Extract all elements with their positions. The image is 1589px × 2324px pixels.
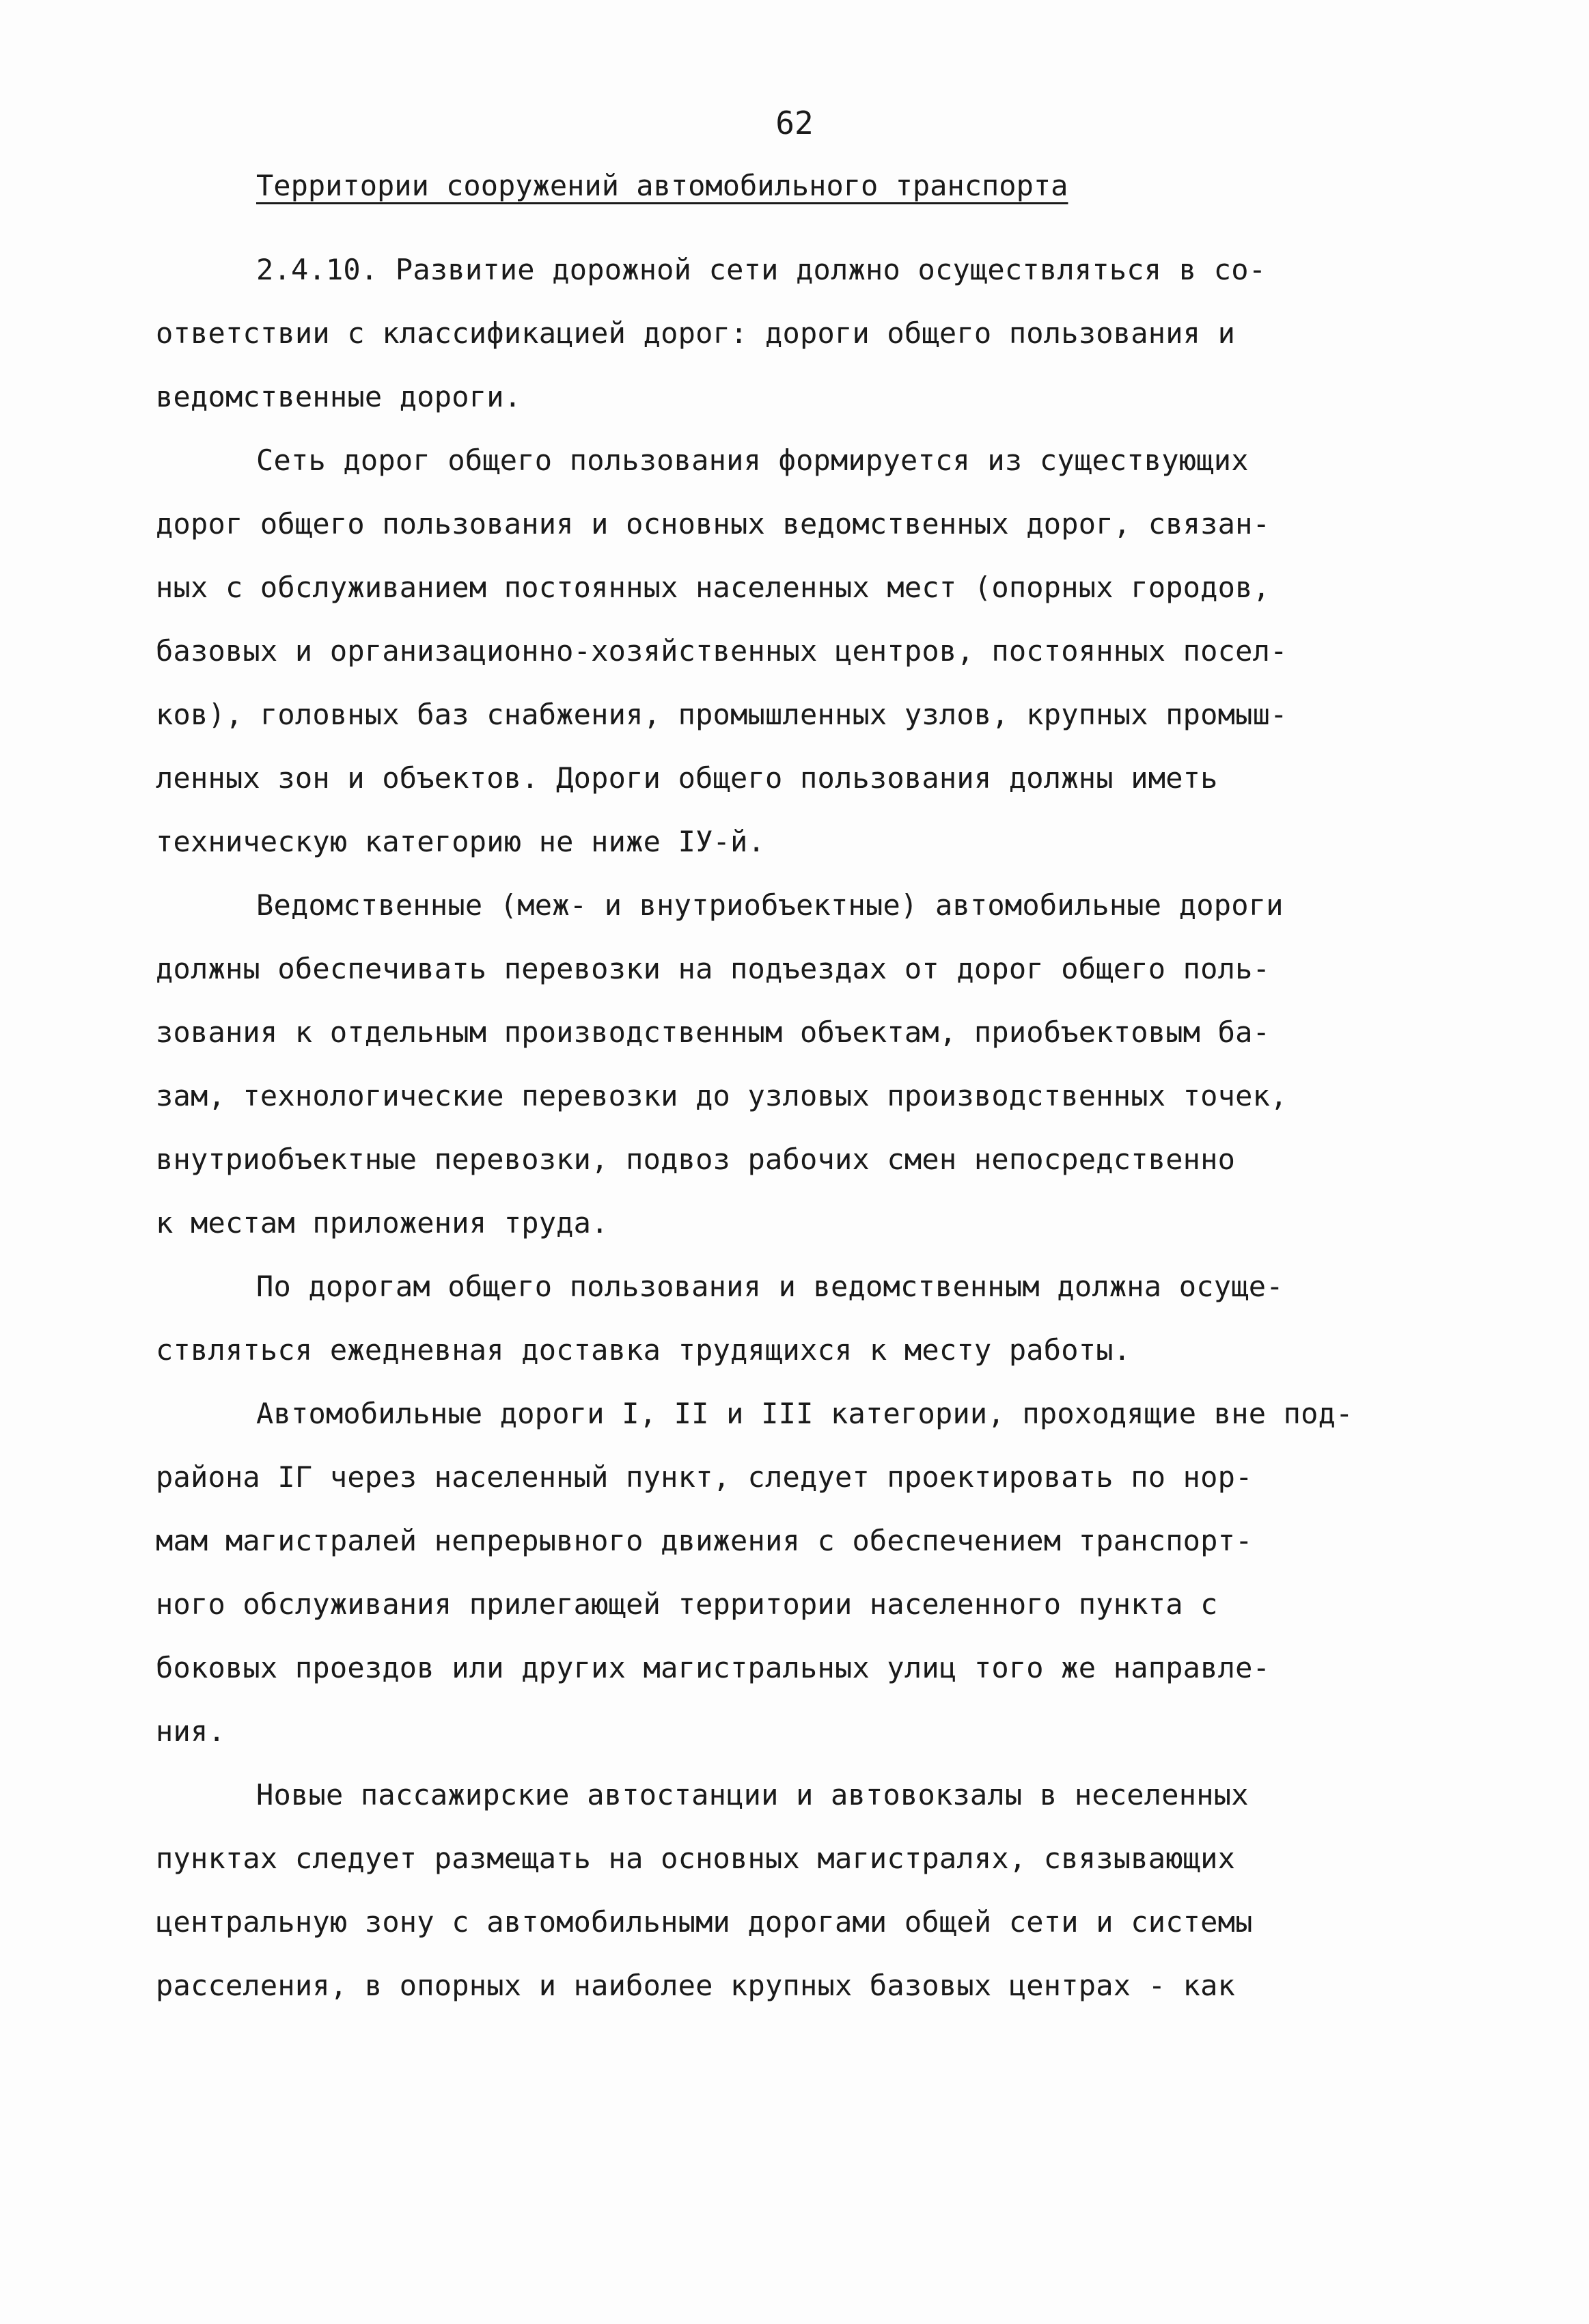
text-line: Сеть дорог общего пользования формируется из существующих bbox=[256, 443, 1249, 477]
page-number: 62 bbox=[775, 105, 814, 141]
text-line: ленных зон и объектов. Дороги общего пользования должны иметь bbox=[156, 761, 1218, 795]
text-line: зам, технологические перевозки до узловых производственных точек, bbox=[156, 1079, 1288, 1112]
text-line: Ведомственные (меж- и внутриобъектные) автомобильные дороги bbox=[256, 888, 1284, 922]
text-line: ведомственные дороги. bbox=[156, 380, 522, 413]
text-line: ного обслуживания прилегающей территории населенного пункта с bbox=[156, 1587, 1218, 1621]
text-line: зования к отдельным производственным объектам, приобъектовым ба- bbox=[156, 1015, 1271, 1049]
text-line: пунктах следует размещать на основных магистралях, связывающих bbox=[156, 1842, 1236, 1875]
text-line: боковых проездов или других магистральных улиц того же направле- bbox=[156, 1651, 1271, 1684]
text-line: мам магистралей непрерывного движения с обеспечением транспорт- bbox=[156, 1524, 1253, 1557]
text-line: базовых и организационно-хозяйственных центров, постоянных посел- bbox=[156, 634, 1288, 668]
text-line: 2.4.10. Развитие дорожной сети должно осуществляться в со- bbox=[256, 253, 1267, 286]
text-line: должны обеспечивать перевозки на подъездах от дорог общего поль- bbox=[156, 952, 1271, 985]
text-line: Автомобильные дороги I, II и III категории, проходящие вне под- bbox=[256, 1397, 1353, 1430]
text-line: расселения, в опорных и наиболее крупных базовых центрах - как bbox=[156, 1969, 1236, 2002]
text-line: района IГ через населенный пункт, следует проектировать по нор- bbox=[156, 1460, 1253, 1494]
text-line: Новые пассажирские автостанции и автовокзалы в неселенных bbox=[256, 1778, 1249, 1812]
text-line: дорог общего пользования и основных ведомственных дорог, связан- bbox=[156, 507, 1271, 541]
text-line: внутриобъектные перевозки, подвоз рабочих смен непосредственно bbox=[156, 1143, 1236, 1176]
text-line: центральную зону с автомобильными дорогами общей сети и системы bbox=[156, 1905, 1253, 1939]
text-line: к местам приложения труда. bbox=[156, 1206, 609, 1240]
section-title: Территории сооружений автомобильного транспорта bbox=[256, 169, 1068, 202]
text-line: ков), головных баз снабжения, промышленных узлов, крупных промыш- bbox=[156, 698, 1288, 731]
text-line: ответствии с классификацией дорог: дороги общего пользования и bbox=[156, 316, 1236, 350]
text-line: По дорогам общего пользования и ведомственным должна осуще- bbox=[256, 1270, 1284, 1303]
text-line: ния. bbox=[156, 1714, 225, 1748]
text-line: техническую категорию не ниже IУ-й. bbox=[156, 825, 766, 858]
text-line: ных с обслуживанием постоянных населенных мест (опорных городов, bbox=[156, 571, 1271, 604]
text-line: ствляться ежедневная доставка трудящихся к месту работы. bbox=[156, 1333, 1131, 1367]
